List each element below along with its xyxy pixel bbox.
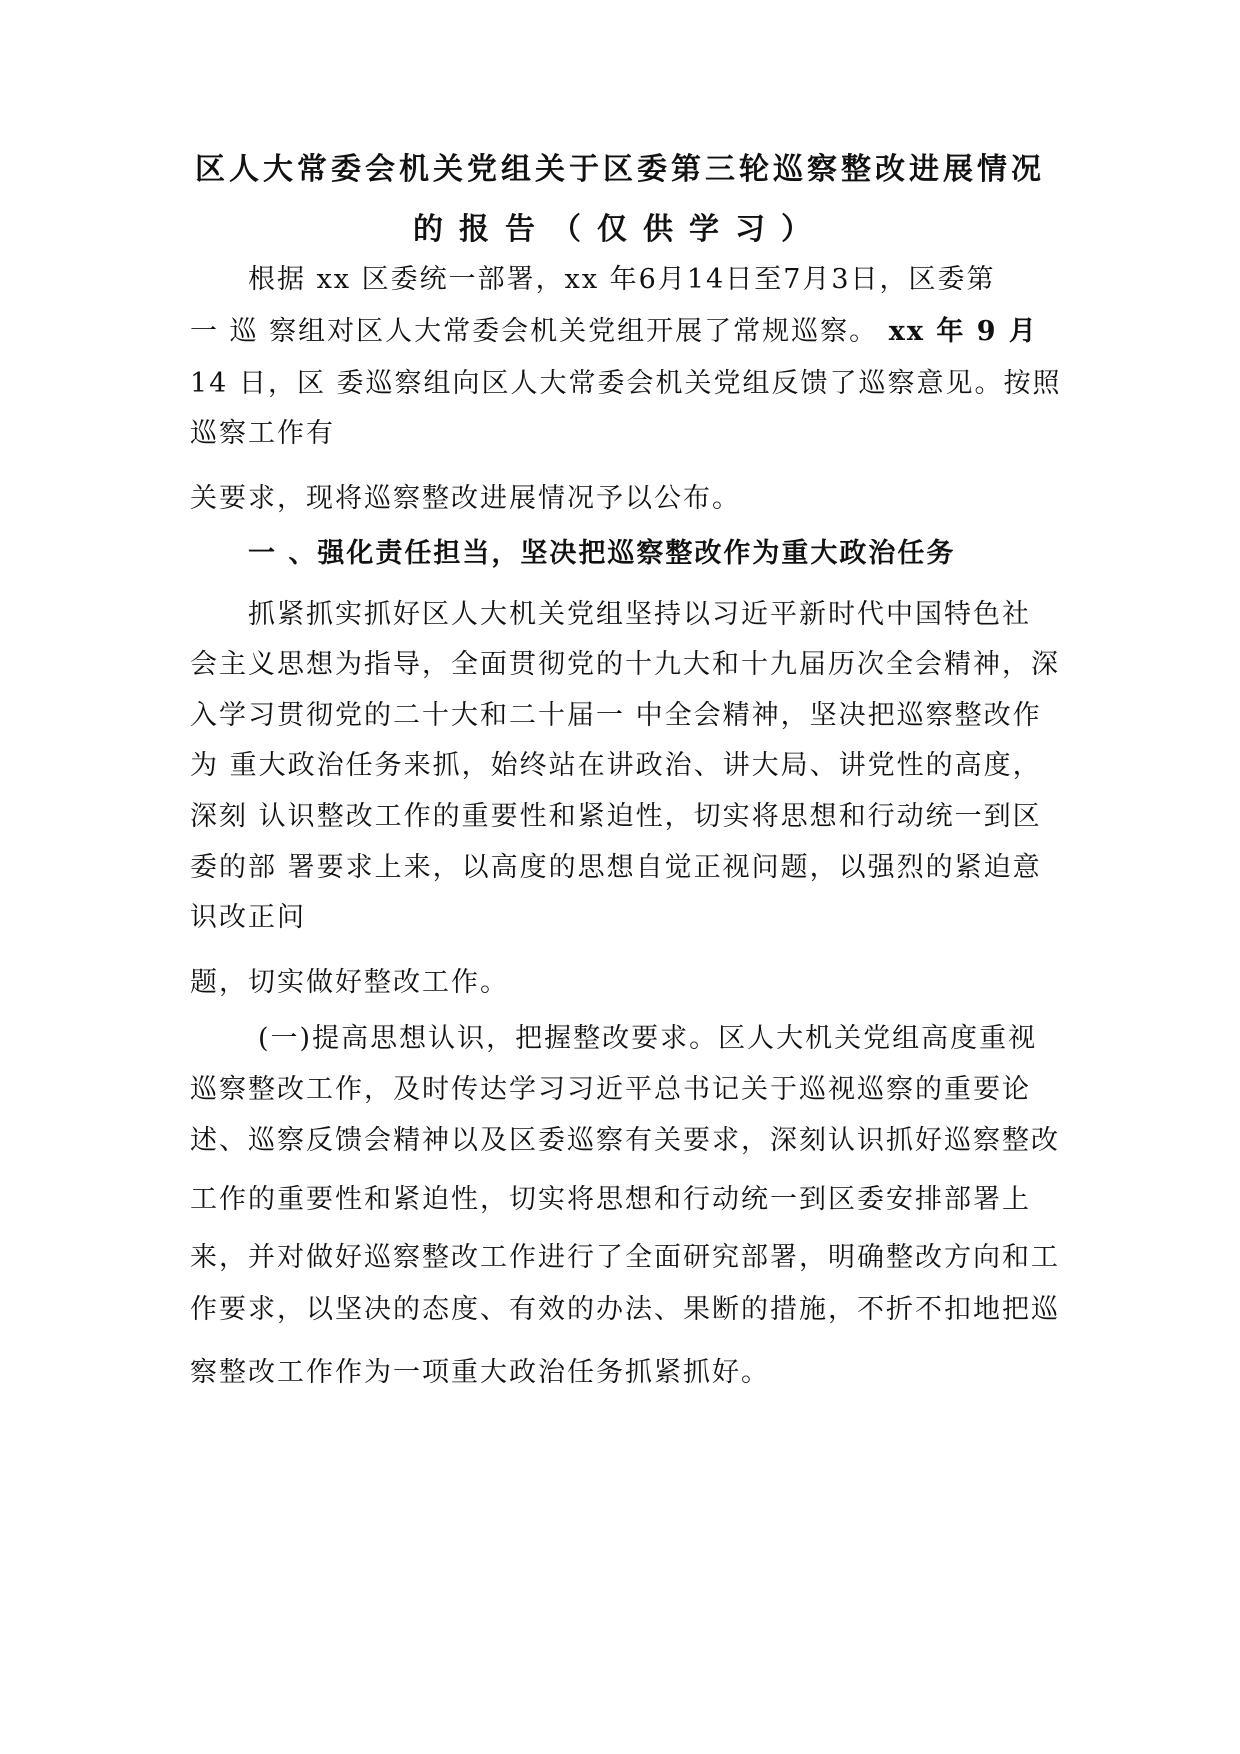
paragraph-2-line: 察整改工作作为一项重大政治任务抓紧抓好。	[190, 1357, 770, 1388]
paragraph-2-line: 作要求，以坚决的态度、有效的办法、果断的措施，不折不扣地把巡	[190, 1294, 1060, 1325]
intro-line-4: 巡察工作有	[190, 418, 335, 449]
intro-line-1: 根据 xx 区委统一部署，xx 年6月14日至7月3日，区委第	[248, 264, 996, 295]
intro-line-2-bold-date: xx 年 9 月	[888, 316, 1038, 347]
paragraph-2-line: 来，并对做好巡察整改工作进行了全面研究部署，明确整改方向和工	[190, 1242, 1060, 1273]
paragraph-2-line: (一)提高思想认识，把握整改要求。区人大机关党组高度重视	[258, 1023, 1038, 1054]
paragraph-2-line: 巡察整改工作，及时传达学习习近平总书记关于巡视巡察的重要论	[190, 1074, 1031, 1105]
paragraph-1-line: 委的部 署要求上来，以高度的思想自觉正视问题，以强烈的紧迫意	[190, 852, 1042, 883]
paragraph-1-line: 识改正问	[190, 902, 306, 933]
intro-line-2-text: 一 巡 察组对区人大常委会机关党组开展了常规巡察。	[190, 316, 889, 347]
section-1-heading: 一 、强化责任担当，坚决把巡察整改作为重大政治任务	[248, 538, 956, 569]
document-title-line-1: 区人大常委会机关党组关于区委第三轮巡察整改进展情况	[195, 152, 1045, 187]
paragraph-2-line: 工作的重要性和紧迫性，切实将思想和行动统一到区委安排部署上	[190, 1184, 1031, 1215]
paragraph-2-line: 述、巡察反馈会精神以及区委巡察有关要求，深刻认识抓好巡察整改	[190, 1125, 1060, 1156]
paragraph-1-line: 会主义思想为指导，全面贯彻党的十九大和十九届历次全会精神，深	[190, 649, 1060, 680]
paragraph-1-line: 入学习贯彻党的二十大和二十届一 中全会精神，坚决把巡察整改作	[190, 700, 1042, 731]
paragraph-1-line: 题，切实做好整改工作。	[190, 967, 509, 998]
paragraph-1-line: 为 重大政治任务来抓，始终站在讲政治、讲大局、讲党性的高度，	[190, 750, 1042, 781]
document-title-line-2: 的报告（仅供学习）	[413, 212, 827, 247]
intro-line-3: 14 日，区 委巡察组向区人大常委会机关党组反馈了巡察意见。按照	[190, 368, 1062, 399]
paragraph-1-line: 深刻 认识整改工作的重要性和紧迫性，切实将思想和行动统一到区	[190, 801, 1042, 832]
intro-line-5: 关要求，现将巡察整改进展情况予以公布。	[190, 483, 741, 514]
paragraph-1-line: 抓紧抓实抓好区人大机关党组坚持以习近平新时代中国特色社	[248, 599, 1031, 630]
intro-line-2	[190, 312, 1038, 352]
